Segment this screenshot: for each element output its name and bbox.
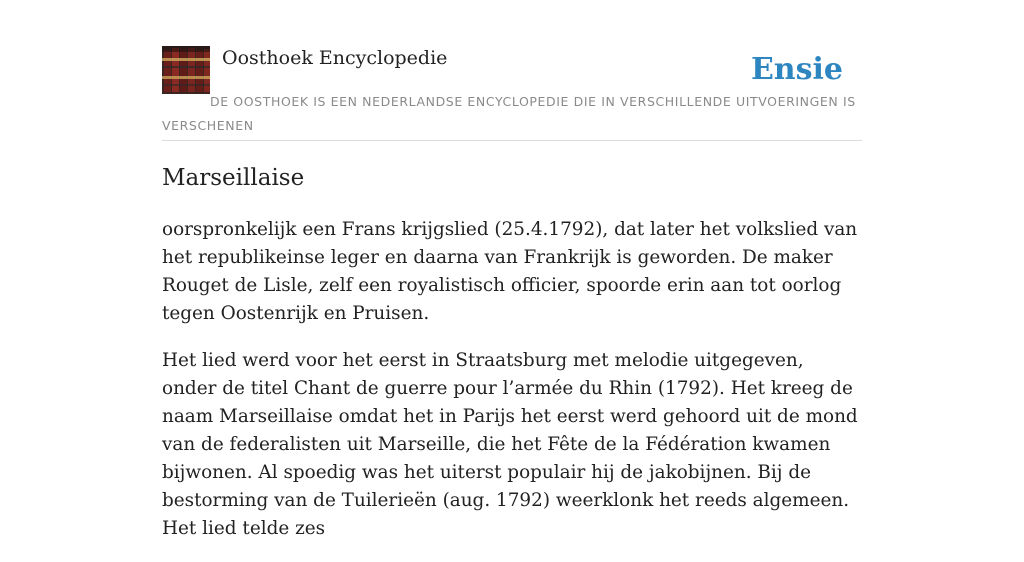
site-header: [162, 46, 862, 141]
books-icon: [162, 46, 210, 94]
site-name[interactable]: Oosthoek Encyclopedie: [222, 47, 448, 69]
article-paragraph: oorspronkelijk een Frans krijgslied (25.4.1792), dat later het volkslied van het republikeinse leger en daarna van Frankrijk is geworden. De maker Rouget de Lisle, zelf een royalistisch officier, spoorde erin aan tot oorlog tegen Oostenrijk en Pruisen.: [162, 219, 858, 324]
article-body: [162, 216, 862, 562]
article-title: Marseillaise: [162, 165, 305, 191]
site-tagline: DE OOSTHOEK IS EEN NEDERLANDSE ENCYCLOPEDIE DIE IN VERSCHILLENDE UITVOERINGEN IS VERSCHENEN: [162, 94, 856, 133]
brand-logo-link[interactable]: Ensie: [750, 52, 843, 87]
article-paragraph: Het lied werd voor het eerst in Straatsburg met melodie uitgegeven, onder de titel Chant de guerre pour l’armée du Rhin (1792). Het kreeg de naam Marseillaise omdat het in Parijs het eerst werd gehoord uit de mond van de federalisten uit Marseille, die het Fête de la Fédération kwamen bijwonen. Al spoedig was het uiterst populair hij de jakobijnen. Bij de bestorming van de Tuilerieën (aug. 1792) weerklonk het reeds algemeen. Het lied telde zes: [162, 350, 858, 539]
site-logo-avatar[interactable]: [162, 46, 210, 94]
